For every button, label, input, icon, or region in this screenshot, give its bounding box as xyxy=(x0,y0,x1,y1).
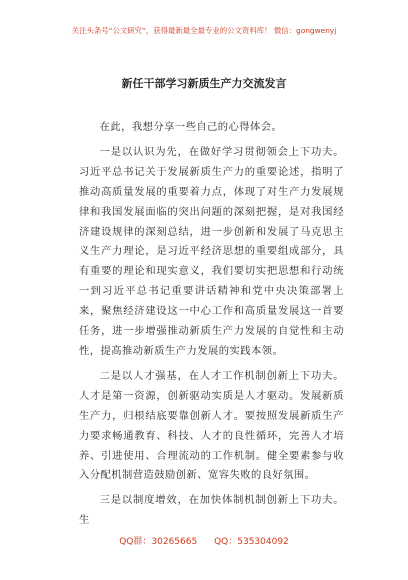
paragraph: 三是以制度增效，在加快体制机制创新上下功夫。生 xyxy=(79,494,344,527)
footer-qq-group: QQ群：30265665 xyxy=(119,537,198,547)
paragraph: 在此，我想分享一些自己的心得体会。 xyxy=(99,121,283,133)
footer-qq: QQ：535304092 xyxy=(214,537,289,547)
paragraph: 二是以人才强基，在人才工作机制创新上下功夫。人才是第一资源，创新驱动实质是人才驱动。发展新质生产力，归根结底要靠创新人才。要按照发展新质生产力要求畅通教育、科技、人才的良性循环，完善人才培养、引进使用、合理流动的工作机制。健全要素参与收入分配机制营造鼓励创新、宽容失败的良好氛围。 xyxy=(79,369,344,482)
document-title: 新任干部学习新质生产力交流发言 xyxy=(121,77,287,90)
document-body xyxy=(79,118,344,531)
paragraph: 一是以认识为先，在做好学习贯彻领会上下功夫。习近平总书记关于发展新质生产力的重要论述，指明了推动高质量发展的重要着力点，体现了对生产力发展规律和我国发展面临的突出问题的深刻把握，是对我国经济建设规律的深刻总结，进一步创新和发展了马克思主义生产力理论，是习近平经济思想的重要组成部分，具有重要的理论和现实意义，我们要切实把思想和行动统一到习近平总书记重要讲话精神和党中央决策部署上来，聚焦经济建设这一中心工作和高质量发展这一首要任务，进一步增强推动新质生产力发展的自觉性和主动性，提高推动新质生产力发展的实践本领。 xyxy=(79,145,344,357)
header-note: 关注头条号“公文研究”，获得最新最全最专业的公文资料库！ 微信：gongwenyj xyxy=(71,26,337,35)
footer-contact xyxy=(0,534,408,547)
